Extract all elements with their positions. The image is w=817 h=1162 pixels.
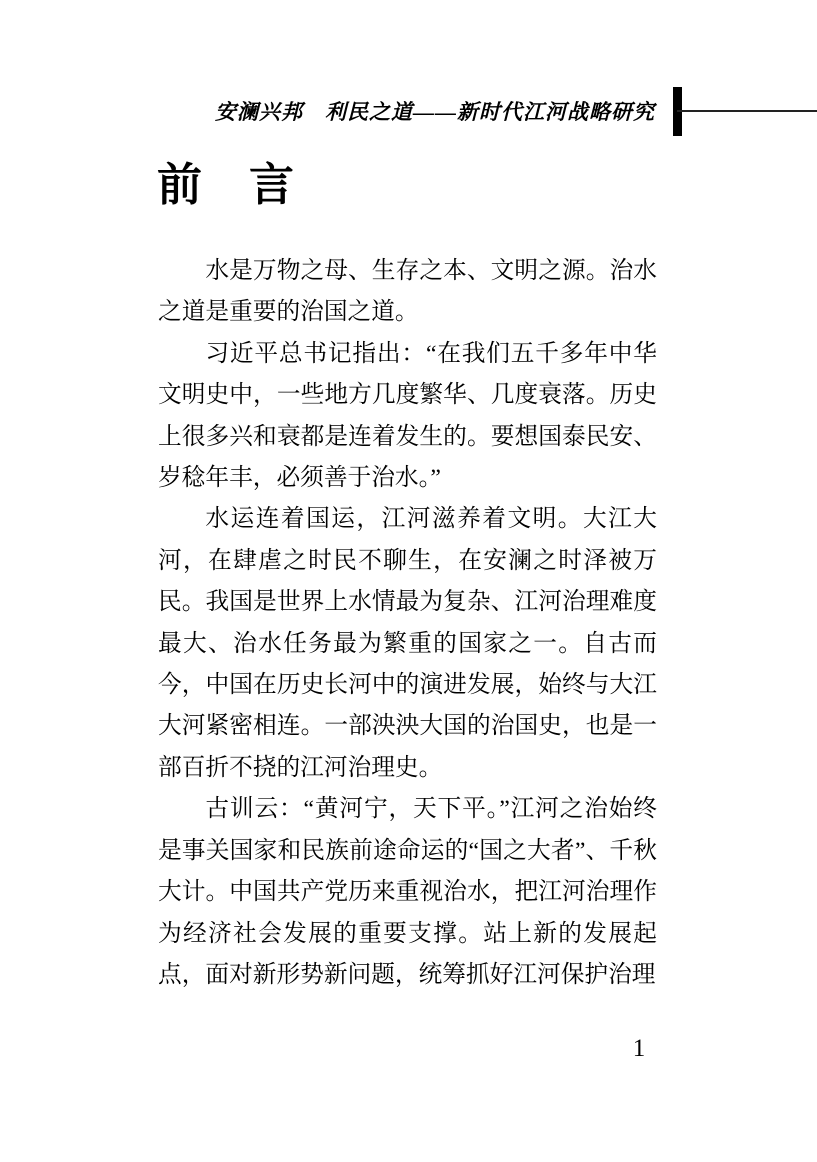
paragraph-3: 水运连着国运，江河滋养着文明。大江大河，在肆虐之时民不聊生，在安澜之时泽被万民。我国是世界上水情最为复杂、江河治理难度最大、治水任务最为繁重的国家之一。自古而今，中国在历史长河中的演进发展，始终与大江大河紧密相连。一部泱泱大国的治国史，也是一部百折不挠的江河治理史。 (158, 506, 657, 781)
running-head: 安澜兴邦 利民之道——新时代江河战略研究 (215, 100, 655, 124)
body-text (158, 251, 657, 996)
header-rule-line (677, 110, 817, 112)
page-number: 1 (632, 1035, 646, 1062)
paragraph-4: 古训云：“黄河宁，天下平。”江河之治始终是事关国家和民族前途命运的“国之大者”、千秋大计。中国共产党历来重视治水，把江河治理作为经济社会发展的重要支撑。站上新的发展起点，面对新形势新问题，统筹抓好江河保护治理 (158, 796, 657, 988)
chapter-title: 前 言 (157, 159, 296, 210)
paragraph-2: 习近平总书记指出：“在我们五千多年中华文明史中，一些地方几度繁华、几度衰落。历史上很多兴和衰都是连着发生的。要想国泰民安、岁稔年丰，必须善于治水。” (158, 340, 657, 492)
paragraph-1: 水是万物之母、生存之本、文明之源。治水之道是重要的治国之道。 (158, 258, 657, 326)
